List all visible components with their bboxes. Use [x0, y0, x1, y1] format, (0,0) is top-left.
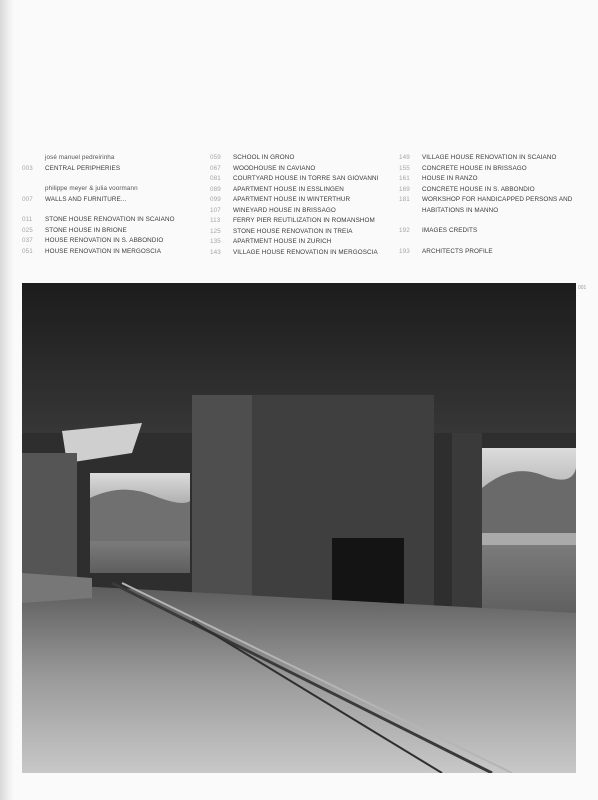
toc-title: APARTMENT HOUSE IN WINTERTHUR [233, 196, 351, 203]
toc-entry[interactable] [399, 153, 572, 164]
toc-title: IMAGES CREDITS [422, 227, 478, 234]
toc-page-number: 007 [22, 195, 33, 203]
toc-page-number: 143 [210, 248, 221, 256]
author-name: josé manuel pedreirinha [45, 154, 115, 161]
toc-page-number: 067 [210, 164, 221, 172]
toc-page-number [399, 206, 422, 217]
toc-title: VILLAGE HOUSE RENOVATION IN SCAIANO [422, 154, 557, 161]
toc-entry[interactable] [210, 174, 379, 185]
toc-entry[interactable] [22, 247, 175, 258]
toc-page-number [22, 184, 45, 195]
toc-title: WINEYARD HOUSE IN BRISSAGO [233, 206, 336, 214]
toc-entry[interactable] [399, 226, 572, 237]
toc-title: COURTYARD HOUSE IN TORRE SAN GIOVANNI [233, 175, 379, 182]
toc-title: HOUSE IN RANZO [422, 175, 478, 182]
toc-entry[interactable] [22, 195, 175, 206]
toc-title: CONCRETE HOUSE IN BRISSAGO [422, 164, 527, 172]
toc-entry[interactable] [399, 185, 572, 196]
toc-entry[interactable] [22, 236, 175, 247]
toc-page-number: 155 [399, 164, 410, 172]
toc-spacer [399, 216, 572, 226]
toc-page-number: 011 [22, 216, 33, 223]
toc-entry[interactable] [210, 164, 379, 175]
toc-column-1 [22, 153, 175, 257]
toc-title: VILLAGE HOUSE RENOVATION IN MERGOSCIA [233, 248, 378, 256]
toc-page-number: 003 [22, 164, 33, 172]
toc-title: SCHOOL IN GRONO [233, 154, 295, 161]
author-name: philippe meyer & julia voormann [45, 185, 138, 192]
toc-title: STONE HOUSE RENOVATION IN TREIA [233, 227, 353, 235]
toc-page-number: 051 [22, 247, 33, 255]
toc-page-number: 135 [210, 238, 221, 245]
toc-page-number: 089 [210, 185, 221, 193]
toc-page-number: 161 [399, 175, 410, 182]
toc-entry[interactable] [210, 153, 379, 164]
toc-title: APARTMENT HOUSE IN ESSLINGEN [233, 185, 344, 193]
toc-title: STONE HOUSE RENOVATION IN SCAIANO [45, 216, 175, 223]
toc-title: STONE HOUSE IN BRIONE [45, 226, 127, 234]
toc-page-number: 037 [22, 237, 33, 244]
toc-title: HOUSE RENOVATION IN MERGOSCIA [45, 247, 162, 255]
toc-column-2 [210, 153, 379, 258]
toc-spacer [399, 237, 572, 247]
toc-page-number [22, 153, 45, 164]
toc-title: ARCHITECTS PROFILE [422, 247, 493, 255]
toc-column-3 [399, 153, 572, 257]
toc-entry[interactable] [22, 215, 175, 226]
toc-entry[interactable] [210, 185, 379, 196]
toc-page-number: 169 [399, 185, 410, 193]
toc-entry[interactable] [399, 174, 572, 185]
toc-entry[interactable] [210, 237, 379, 248]
toc-title: WOODHOUSE IN CAVIANO [233, 164, 316, 172]
toc-entry[interactable] [210, 206, 379, 217]
toc-spacer [22, 205, 175, 215]
toc-entry[interactable] [22, 226, 175, 237]
toc-page-number: 193 [399, 247, 410, 255]
toc-page-number: 081 [210, 175, 221, 182]
toc-page-number: 125 [210, 227, 221, 235]
toc-entry[interactable] [399, 164, 572, 175]
toc-title: APARTMENT HOUSE IN ZURICH [233, 238, 332, 245]
toc-entry[interactable] [210, 216, 379, 227]
toc-title: HOUSE RENOVATION IN S. ABBONDIO [45, 237, 164, 244]
toc-entry[interactable] [22, 164, 175, 175]
toc-page-number: 059 [210, 154, 221, 161]
toc-entry[interactable] [210, 227, 379, 238]
toc-entry[interactable] [399, 247, 572, 258]
page-number: 001 [578, 285, 587, 291]
toc-entry[interactable] [399, 195, 572, 206]
toc-author [22, 184, 175, 195]
toc-entry[interactable] [210, 248, 379, 259]
toc-author [22, 153, 175, 164]
toc-page-number: 025 [22, 226, 33, 234]
toc-title: WORKSHOP FOR HANDICAPPED PERSONS AND [422, 196, 573, 203]
interior-photograph [22, 283, 576, 773]
toc-title: WALLS AND FURNITURE... [45, 195, 127, 203]
toc-title: HABITATIONS IN MANNO [422, 206, 499, 214]
toc-title: CONCRETE HOUSE IN S. ABBONDIO [422, 185, 535, 193]
toc-page-number: 181 [399, 196, 410, 203]
toc-entry[interactable] [210, 195, 379, 206]
toc-page-number: 113 [210, 217, 221, 224]
toc-title: CENTRAL PERIPHERIES [45, 164, 121, 172]
toc-spacer [22, 174, 175, 184]
toc-page-number: 149 [399, 154, 410, 161]
toc-title: FERRY PIER REUTILIZATION IN ROMANSHOM [233, 217, 375, 224]
toc-entry[interactable] [399, 206, 572, 217]
toc-page-number: 107 [210, 206, 221, 214]
toc-page-number: 192 [399, 227, 410, 234]
page-gutter-shadow [0, 0, 14, 800]
toc-page-number: 099 [210, 196, 221, 203]
